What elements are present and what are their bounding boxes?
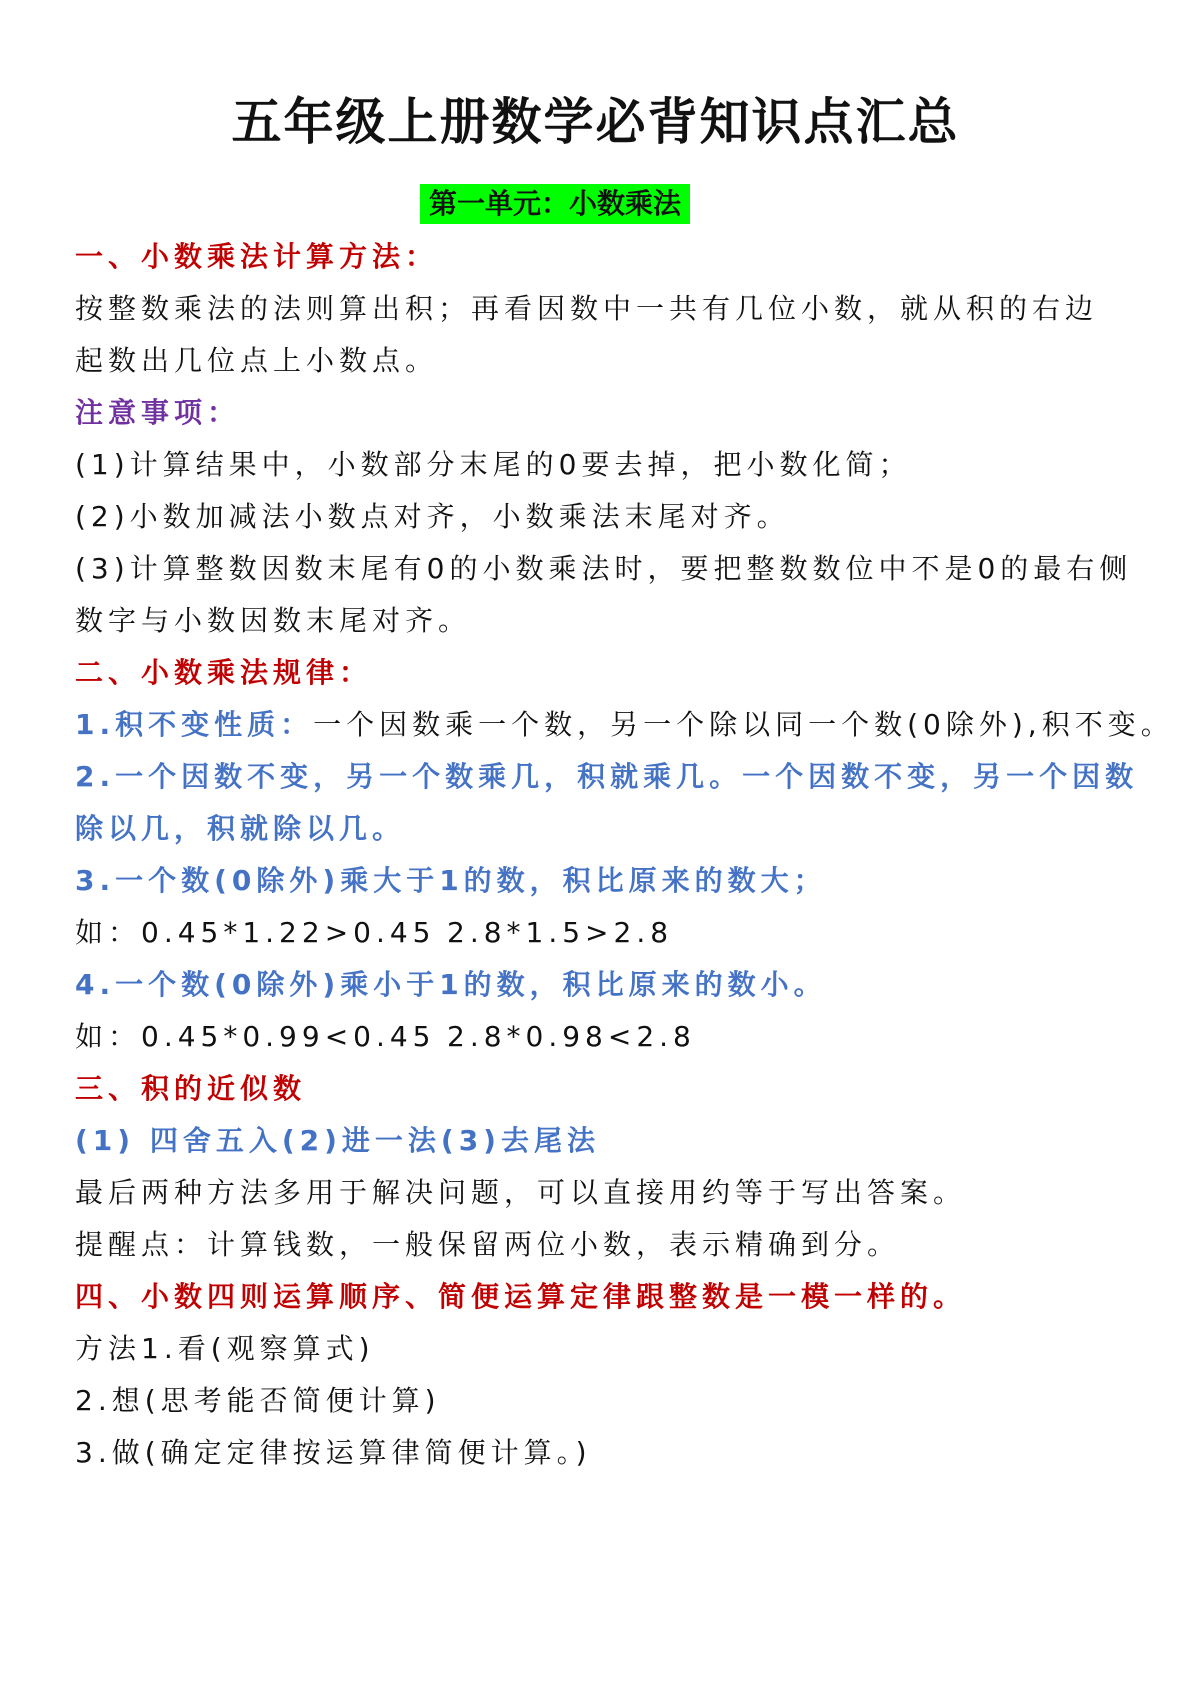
paragraph: 起数出几位点上小数点。 xyxy=(75,344,439,377)
note-heading: 注意事项： xyxy=(75,396,241,429)
section-2-heading: 二、小数乘法规律： xyxy=(75,656,373,689)
rule-item-1 xyxy=(75,699,1175,751)
example: 如：0.45*1.22>0.45 xyxy=(75,916,436,949)
note-item: (3)计算整数因数末尾有0的小数乘法时，要把整数数位中不是0的最右侧 xyxy=(75,552,1133,585)
rule-item-2-cont: 除以几，积就除以几。 xyxy=(75,812,406,845)
page-title: 五年级上册数学必背知识点汇总 xyxy=(231,93,960,151)
paragraph: 提醒点：计算钱数，一般保留两位小数，表示精确到分。 xyxy=(75,1228,901,1261)
example-row xyxy=(75,907,1175,959)
approx-methods: (1) 四舍五入(2)进一法(3)去尾法 xyxy=(75,1124,600,1157)
note-item: 数字与小数因数末尾对齐。 xyxy=(75,604,472,637)
rule-item-2: 2.一个因数不变，另一个数乘几，积就乘几。一个因数不变，另一个因数 xyxy=(75,760,1139,793)
step-item: 3.做(确定定律按运算律简便计算。) xyxy=(75,1436,592,1469)
rule-text: 一个因数乘一个数，另一个除以同一个数(0除外),积不变。 xyxy=(313,708,1174,741)
step-item: 2.想(思考能否简便计算) xyxy=(75,1384,441,1417)
section-1-heading: 一、小数乘法计算方法： xyxy=(75,240,439,273)
note-item: (2)小数加减法小数点对齐，小数乘法末尾对齐。 xyxy=(75,500,790,533)
example: 2.8*0.98<2.8 xyxy=(447,1020,696,1053)
rule-item-4: 4.一个数(0除外)乘小于1的数，积比原来的数小。 xyxy=(75,968,827,1001)
unit-heading: 第一单元：小数乘法 xyxy=(420,184,690,224)
section-3-heading: 三、积的近似数 xyxy=(75,1072,307,1105)
rule-item-3: 3.一个数(0除外)乘大于1的数，积比原来的数大； xyxy=(75,864,827,897)
rule-label: 1.积不变性质： xyxy=(75,708,314,741)
example: 2.8*1.5>2.8 xyxy=(447,916,674,949)
document-body xyxy=(75,231,1175,1479)
section-4-heading: 四、小数四则运算顺序、简便运算定律跟整数是一模一样的。 xyxy=(75,1280,967,1313)
note-item: (1)计算结果中，小数部分末尾的0要去掉，把小数化简； xyxy=(75,448,912,481)
paragraph: 按整数乘法的法则算出积；再看因数中一共有几位小数，就从积的右边 xyxy=(75,292,1099,325)
example: 如：0.45*0.99<0.45 xyxy=(75,1020,436,1053)
example-row xyxy=(75,1011,1175,1063)
paragraph: 最后两种方法多用于解决问题，可以直接用约等于写出答案。 xyxy=(75,1176,967,1209)
step-item: 方法1.看(观察算式) xyxy=(75,1332,375,1365)
